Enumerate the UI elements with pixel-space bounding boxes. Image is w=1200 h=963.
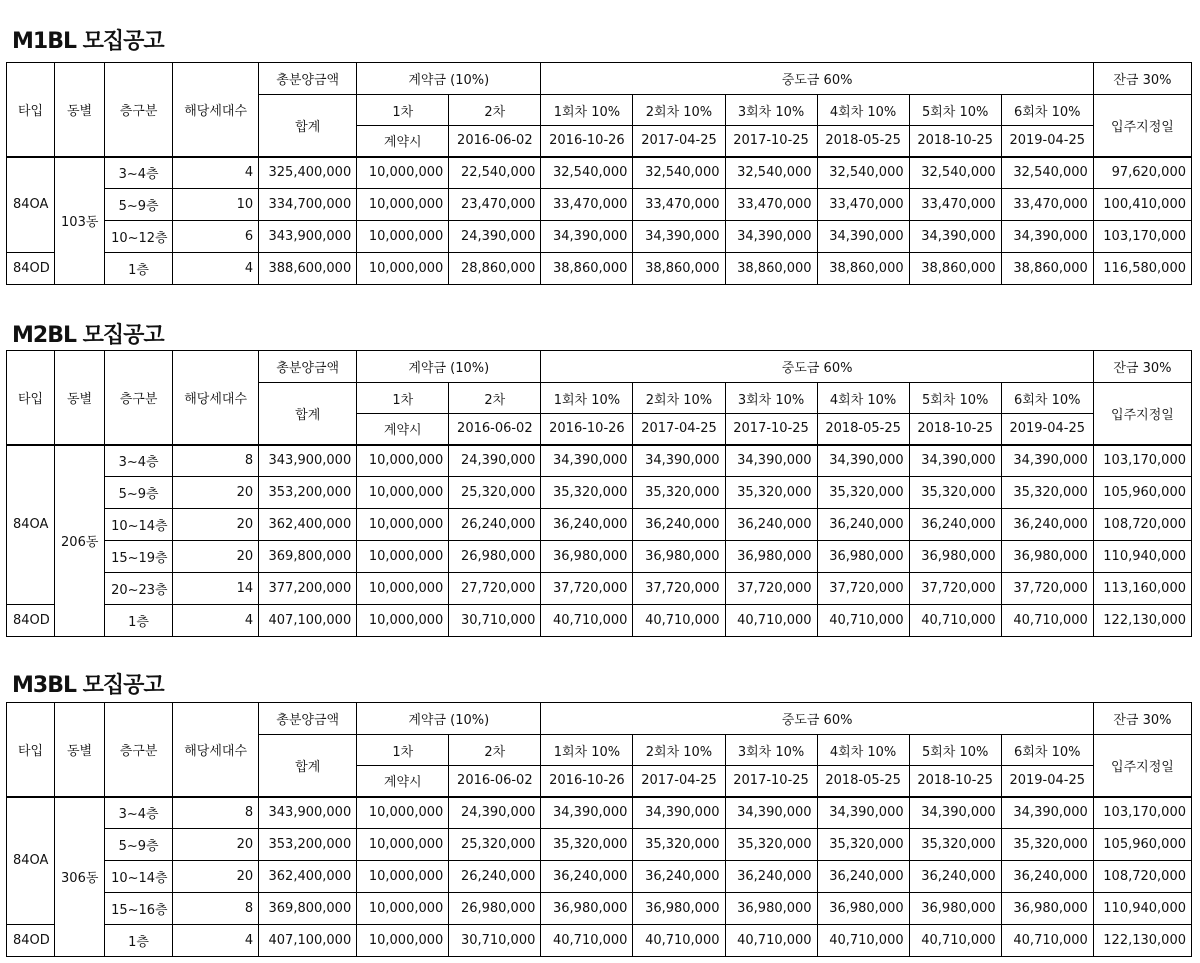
total-price-cell: 362,400,000 — [259, 861, 357, 893]
contract-second-cell: 25,320,000 — [449, 829, 541, 861]
contract-first-cell: 10,000,000 — [357, 509, 449, 541]
header-units: 해당세대수 — [173, 63, 259, 157]
total-price-cell: 407,100,000 — [259, 925, 357, 957]
header-second-date: 2016-06-02 — [449, 766, 541, 797]
header-installment-date: 2017-04-25 — [633, 766, 725, 797]
contract-first-cell: 10,000,000 — [357, 573, 449, 605]
installment-cell: 40,710,000 — [541, 925, 633, 957]
header-type: 타입 — [7, 63, 55, 157]
header-at-contract: 계약시 — [357, 126, 449, 157]
header-building: 동별 — [55, 63, 105, 157]
installment-cell: 36,240,000 — [725, 861, 817, 893]
table-row — [7, 253, 1192, 285]
price-table — [6, 702, 1192, 957]
installment-cell: 32,540,000 — [909, 157, 1001, 189]
installment-cell: 34,390,000 — [633, 445, 725, 477]
type-cell: 84OD — [7, 253, 55, 285]
contract-second-cell: 26,240,000 — [449, 509, 541, 541]
header-installment: 3회차 10% — [725, 95, 817, 126]
table-row — [7, 893, 1192, 925]
installment-cell: 36,240,000 — [909, 861, 1001, 893]
balance-cell: 105,960,000 — [1093, 477, 1191, 509]
installment-cell: 40,710,000 — [633, 925, 725, 957]
installment-cell: 38,860,000 — [725, 253, 817, 285]
contract-first-cell: 10,000,000 — [357, 829, 449, 861]
installment-cell: 40,710,000 — [909, 605, 1001, 637]
installment-cell: 34,390,000 — [1001, 221, 1093, 253]
header-second: 2차 — [449, 383, 541, 414]
floor-cell: 15~16층 — [105, 893, 173, 925]
floor-cell: 3~4층 — [105, 445, 173, 477]
installment-cell: 33,470,000 — [541, 189, 633, 221]
contract-second-cell: 23,470,000 — [449, 189, 541, 221]
header-installment: 3회차 10% — [725, 735, 817, 766]
installment-cell: 33,470,000 — [725, 189, 817, 221]
units-cell: 20 — [173, 829, 259, 861]
header-installment-date: 2018-05-25 — [817, 126, 909, 157]
balance-cell: 113,160,000 — [1093, 573, 1191, 605]
installment-cell: 35,320,000 — [633, 829, 725, 861]
installment-cell: 35,320,000 — [1001, 829, 1093, 861]
header-middle: 중도금 60% — [541, 351, 1093, 383]
installment-cell: 40,710,000 — [725, 605, 817, 637]
installment-cell: 34,390,000 — [541, 445, 633, 477]
units-cell: 4 — [173, 157, 259, 189]
installment-cell: 34,390,000 — [909, 797, 1001, 829]
header-installment: 5회차 10% — [909, 383, 1001, 414]
installment-cell: 32,540,000 — [1001, 157, 1093, 189]
installment-cell: 36,240,000 — [633, 509, 725, 541]
installment-cell: 37,720,000 — [817, 573, 909, 605]
installment-cell: 38,860,000 — [817, 253, 909, 285]
header-installment-date: 2018-10-25 — [909, 766, 1001, 797]
header-installment: 4회차 10% — [817, 383, 909, 414]
installment-cell: 32,540,000 — [725, 157, 817, 189]
units-cell: 6 — [173, 221, 259, 253]
installment-cell: 36,240,000 — [817, 861, 909, 893]
header-installment: 1회차 10% — [541, 95, 633, 126]
header-first: 1차 — [357, 95, 449, 126]
floor-cell: 20~23층 — [105, 573, 173, 605]
header-type: 타입 — [7, 703, 55, 797]
header-balance: 잔금 30% — [1093, 63, 1191, 95]
floor-cell: 1층 — [105, 253, 173, 285]
installment-cell: 40,710,000 — [909, 925, 1001, 957]
units-cell: 8 — [173, 797, 259, 829]
installment-cell: 32,540,000 — [817, 157, 909, 189]
header-installment-date: 2017-04-25 — [633, 126, 725, 157]
header-at-contract: 계약시 — [357, 414, 449, 445]
installment-cell: 35,320,000 — [1001, 477, 1093, 509]
installment-cell: 34,390,000 — [633, 797, 725, 829]
installment-cell: 36,980,000 — [633, 541, 725, 573]
header-installment: 4회차 10% — [817, 735, 909, 766]
floor-cell: 15~19층 — [105, 541, 173, 573]
installment-cell: 32,540,000 — [633, 157, 725, 189]
units-cell: 20 — [173, 861, 259, 893]
header-installment-date: 2018-10-25 — [909, 126, 1001, 157]
total-price-cell: 353,200,000 — [259, 477, 357, 509]
building-cell: 103동 — [55, 157, 105, 285]
installment-cell: 34,390,000 — [1001, 445, 1093, 477]
header-first: 1차 — [357, 383, 449, 414]
balance-cell: 110,940,000 — [1093, 893, 1191, 925]
installment-cell: 36,240,000 — [1001, 861, 1093, 893]
installment-cell: 36,240,000 — [909, 509, 1001, 541]
table-row — [7, 573, 1192, 605]
header-installment-date: 2019-04-25 — [1001, 414, 1093, 445]
contract-first-cell: 10,000,000 — [357, 605, 449, 637]
installment-cell: 36,980,000 — [725, 893, 817, 925]
installment-cell: 40,710,000 — [541, 605, 633, 637]
section-title: M2BL 모집공고 — [12, 323, 164, 348]
total-price-cell: 343,900,000 — [259, 797, 357, 829]
header-installment: 1회차 10% — [541, 735, 633, 766]
floor-cell: 5~9층 — [105, 477, 173, 509]
header-units: 해당세대수 — [173, 351, 259, 445]
header-installment: 5회차 10% — [909, 735, 1001, 766]
header-installment-date: 2016-10-26 — [541, 126, 633, 157]
contract-first-cell: 10,000,000 — [357, 445, 449, 477]
units-cell: 4 — [173, 253, 259, 285]
balance-cell: 116,580,000 — [1093, 253, 1191, 285]
price-table — [6, 350, 1192, 637]
floor-cell: 1층 — [105, 605, 173, 637]
balance-cell: 103,170,000 — [1093, 445, 1191, 477]
units-cell: 8 — [173, 893, 259, 925]
header-balance: 잔금 30% — [1093, 351, 1191, 383]
units-cell: 4 — [173, 925, 259, 957]
contract-second-cell: 30,710,000 — [449, 605, 541, 637]
header-installment: 6회차 10% — [1001, 383, 1093, 414]
header-installment-date: 2017-10-25 — [725, 126, 817, 157]
installment-cell: 36,240,000 — [1001, 509, 1093, 541]
table-row — [7, 157, 1192, 189]
installment-cell: 36,980,000 — [909, 893, 1001, 925]
installment-cell: 38,860,000 — [541, 253, 633, 285]
table-row — [7, 829, 1192, 861]
installment-cell: 40,710,000 — [1001, 605, 1093, 637]
header-total-price: 총분양금액 — [259, 63, 357, 95]
installment-cell: 36,980,000 — [541, 893, 633, 925]
total-price-cell: 334,700,000 — [259, 189, 357, 221]
units-cell: 4 — [173, 605, 259, 637]
header-installment: 6회차 10% — [1001, 735, 1093, 766]
contract-second-cell: 24,390,000 — [449, 797, 541, 829]
header-balance: 잔금 30% — [1093, 703, 1191, 735]
total-price-cell: 343,900,000 — [259, 445, 357, 477]
installment-cell: 35,320,000 — [541, 829, 633, 861]
installment-cell: 35,320,000 — [909, 477, 1001, 509]
header-installment-date: 2019-04-25 — [1001, 126, 1093, 157]
installment-cell: 34,390,000 — [725, 221, 817, 253]
total-price-cell: 407,100,000 — [259, 605, 357, 637]
header-at-contract: 계약시 — [357, 766, 449, 797]
header-installment-date: 2018-05-25 — [817, 766, 909, 797]
total-price-cell: 388,600,000 — [259, 253, 357, 285]
header-installment-date: 2017-10-25 — [725, 414, 817, 445]
header-floors: 층구분 — [105, 351, 173, 445]
price-table — [6, 62, 1192, 285]
installment-cell: 36,980,000 — [541, 541, 633, 573]
table-row — [7, 605, 1192, 637]
installment-cell: 36,240,000 — [725, 509, 817, 541]
installment-cell: 37,720,000 — [1001, 573, 1093, 605]
header-type: 타입 — [7, 351, 55, 445]
contract-first-cell: 10,000,000 — [357, 253, 449, 285]
header-total: 합계 — [259, 95, 357, 157]
header-installment-date: 2019-04-25 — [1001, 766, 1093, 797]
header-contract: 계약금 (10%) — [357, 63, 541, 95]
section-title: M3BL 모집공고 — [12, 673, 164, 698]
installment-cell: 36,980,000 — [817, 541, 909, 573]
installment-cell: 36,240,000 — [541, 509, 633, 541]
installment-cell: 35,320,000 — [909, 829, 1001, 861]
header-total: 합계 — [259, 383, 357, 445]
units-cell: 20 — [173, 477, 259, 509]
contract-second-cell: 27,720,000 — [449, 573, 541, 605]
installment-cell: 33,470,000 — [1001, 189, 1093, 221]
floor-cell: 5~9층 — [105, 189, 173, 221]
header-floors: 층구분 — [105, 63, 173, 157]
contract-first-cell: 10,000,000 — [357, 925, 449, 957]
contract-first-cell: 10,000,000 — [357, 157, 449, 189]
header-middle: 중도금 60% — [541, 63, 1093, 95]
table-row — [7, 221, 1192, 253]
contract-second-cell: 30,710,000 — [449, 925, 541, 957]
installment-cell: 33,470,000 — [909, 189, 1001, 221]
units-cell: 20 — [173, 509, 259, 541]
floor-cell: 10~12층 — [105, 221, 173, 253]
installment-cell: 36,980,000 — [909, 541, 1001, 573]
contract-second-cell: 26,980,000 — [449, 541, 541, 573]
header-second-date: 2016-06-02 — [449, 126, 541, 157]
floor-cell: 10~14층 — [105, 861, 173, 893]
contract-second-cell: 28,860,000 — [449, 253, 541, 285]
floor-cell: 5~9층 — [105, 829, 173, 861]
table-row — [7, 189, 1192, 221]
header-total: 합계 — [259, 735, 357, 797]
table-row — [7, 797, 1192, 829]
installment-cell: 32,540,000 — [541, 157, 633, 189]
installment-cell: 38,860,000 — [909, 253, 1001, 285]
header-second-date: 2016-06-02 — [449, 414, 541, 445]
installment-cell: 40,710,000 — [1001, 925, 1093, 957]
type-cell: 84OD — [7, 925, 55, 957]
header-installment-date: 2017-04-25 — [633, 414, 725, 445]
header-installment: 2회차 10% — [633, 383, 725, 414]
floor-cell: 3~4층 — [105, 157, 173, 189]
balance-cell: 103,170,000 — [1093, 797, 1191, 829]
type-cell: 84OA — [7, 157, 55, 253]
balance-cell: 105,960,000 — [1093, 829, 1191, 861]
installment-cell: 36,980,000 — [1001, 893, 1093, 925]
header-building: 동별 — [55, 703, 105, 797]
header-installment: 1회차 10% — [541, 383, 633, 414]
contract-first-cell: 10,000,000 — [357, 221, 449, 253]
header-installment-date: 2018-05-25 — [817, 414, 909, 445]
balance-cell: 97,620,000 — [1093, 157, 1191, 189]
installment-cell: 35,320,000 — [725, 829, 817, 861]
installment-cell: 35,320,000 — [541, 477, 633, 509]
installment-cell: 34,390,000 — [725, 797, 817, 829]
type-cell: 84OD — [7, 605, 55, 637]
installment-cell: 36,980,000 — [633, 893, 725, 925]
header-building: 동별 — [55, 351, 105, 445]
units-cell: 14 — [173, 573, 259, 605]
installment-cell: 34,390,000 — [1001, 797, 1093, 829]
total-price-cell: 343,900,000 — [259, 221, 357, 253]
building-cell: 206동 — [55, 445, 105, 637]
installment-cell: 36,980,000 — [725, 541, 817, 573]
table-row — [7, 861, 1192, 893]
header-installment: 4회차 10% — [817, 95, 909, 126]
installment-cell: 36,980,000 — [1001, 541, 1093, 573]
total-price-cell: 377,200,000 — [259, 573, 357, 605]
contract-second-cell: 26,240,000 — [449, 861, 541, 893]
installment-cell: 33,470,000 — [817, 189, 909, 221]
header-units: 해당세대수 — [173, 703, 259, 797]
installment-cell: 35,320,000 — [725, 477, 817, 509]
building-cell: 306동 — [55, 797, 105, 957]
header-installment-date: 2016-10-26 — [541, 414, 633, 445]
header-installment: 2회차 10% — [633, 735, 725, 766]
total-price-cell: 369,800,000 — [259, 893, 357, 925]
header-installment: 6회차 10% — [1001, 95, 1093, 126]
table-row — [7, 477, 1192, 509]
header-total-price: 총분양금액 — [259, 703, 357, 735]
total-price-cell: 362,400,000 — [259, 509, 357, 541]
balance-cell: 100,410,000 — [1093, 189, 1191, 221]
installment-cell: 36,240,000 — [817, 509, 909, 541]
installment-cell: 34,390,000 — [817, 221, 909, 253]
installment-cell: 37,720,000 — [633, 573, 725, 605]
total-price-cell: 353,200,000 — [259, 829, 357, 861]
units-cell: 10 — [173, 189, 259, 221]
units-cell: 8 — [173, 445, 259, 477]
contract-first-cell: 10,000,000 — [357, 189, 449, 221]
installment-cell: 36,240,000 — [633, 861, 725, 893]
units-cell: 20 — [173, 541, 259, 573]
installment-cell: 40,710,000 — [725, 925, 817, 957]
installment-cell: 34,390,000 — [817, 797, 909, 829]
installment-cell: 37,720,000 — [541, 573, 633, 605]
balance-cell: 122,130,000 — [1093, 925, 1191, 957]
header-installment-date: 2016-10-26 — [541, 766, 633, 797]
floor-cell: 10~14층 — [105, 509, 173, 541]
header-contract: 계약금 (10%) — [357, 351, 541, 383]
header-middle: 중도금 60% — [541, 703, 1093, 735]
total-price-cell: 325,400,000 — [259, 157, 357, 189]
contract-second-cell: 24,390,000 — [449, 445, 541, 477]
contract-second-cell: 22,540,000 — [449, 157, 541, 189]
header-move-in: 입주지정일 — [1093, 383, 1191, 445]
installment-cell: 40,710,000 — [633, 605, 725, 637]
balance-cell: 122,130,000 — [1093, 605, 1191, 637]
installment-cell: 34,390,000 — [909, 445, 1001, 477]
header-first: 1차 — [357, 735, 449, 766]
installment-cell: 38,860,000 — [1001, 253, 1093, 285]
balance-cell: 108,720,000 — [1093, 861, 1191, 893]
contract-first-cell: 10,000,000 — [357, 541, 449, 573]
balance-cell: 103,170,000 — [1093, 221, 1191, 253]
contract-first-cell: 10,000,000 — [357, 797, 449, 829]
installment-cell: 34,390,000 — [725, 445, 817, 477]
installment-cell: 34,390,000 — [541, 221, 633, 253]
contract-second-cell: 26,980,000 — [449, 893, 541, 925]
installment-cell: 33,470,000 — [633, 189, 725, 221]
section-title: M1BL 모집공고 — [12, 29, 164, 54]
table-row — [7, 925, 1192, 957]
total-price-cell: 369,800,000 — [259, 541, 357, 573]
header-contract: 계약금 (10%) — [357, 703, 541, 735]
balance-cell: 108,720,000 — [1093, 509, 1191, 541]
installment-cell: 36,240,000 — [541, 861, 633, 893]
balance-cell: 110,940,000 — [1093, 541, 1191, 573]
header-installment-date: 2017-10-25 — [725, 766, 817, 797]
installment-cell: 36,980,000 — [817, 893, 909, 925]
contract-first-cell: 10,000,000 — [357, 477, 449, 509]
installment-cell: 38,860,000 — [633, 253, 725, 285]
type-cell: 84OA — [7, 445, 55, 605]
installment-cell: 35,320,000 — [817, 477, 909, 509]
table-row — [7, 509, 1192, 541]
header-floors: 층구분 — [105, 703, 173, 797]
installment-cell: 34,390,000 — [541, 797, 633, 829]
installment-cell: 40,710,000 — [817, 605, 909, 637]
installment-cell: 37,720,000 — [725, 573, 817, 605]
installment-cell: 34,390,000 — [909, 221, 1001, 253]
header-installment: 3회차 10% — [725, 383, 817, 414]
installment-cell: 37,720,000 — [909, 573, 1001, 605]
header-second: 2차 — [449, 95, 541, 126]
contract-second-cell: 25,320,000 — [449, 477, 541, 509]
type-cell: 84OA — [7, 797, 55, 925]
table-row — [7, 541, 1192, 573]
installment-cell: 35,320,000 — [633, 477, 725, 509]
header-installment: 5회차 10% — [909, 95, 1001, 126]
header-second: 2차 — [449, 735, 541, 766]
floor-cell: 1층 — [105, 925, 173, 957]
header-move-in: 입주지정일 — [1093, 735, 1191, 797]
contract-first-cell: 10,000,000 — [357, 861, 449, 893]
installment-cell: 35,320,000 — [817, 829, 909, 861]
floor-cell: 3~4층 — [105, 797, 173, 829]
header-move-in: 입주지정일 — [1093, 95, 1191, 157]
installment-cell: 34,390,000 — [817, 445, 909, 477]
table-row — [7, 445, 1192, 477]
header-installment: 2회차 10% — [633, 95, 725, 126]
contract-second-cell: 24,390,000 — [449, 221, 541, 253]
installment-cell: 40,710,000 — [817, 925, 909, 957]
installment-cell: 34,390,000 — [633, 221, 725, 253]
header-installment-date: 2018-10-25 — [909, 414, 1001, 445]
contract-first-cell: 10,000,000 — [357, 893, 449, 925]
header-total-price: 총분양금액 — [259, 351, 357, 383]
